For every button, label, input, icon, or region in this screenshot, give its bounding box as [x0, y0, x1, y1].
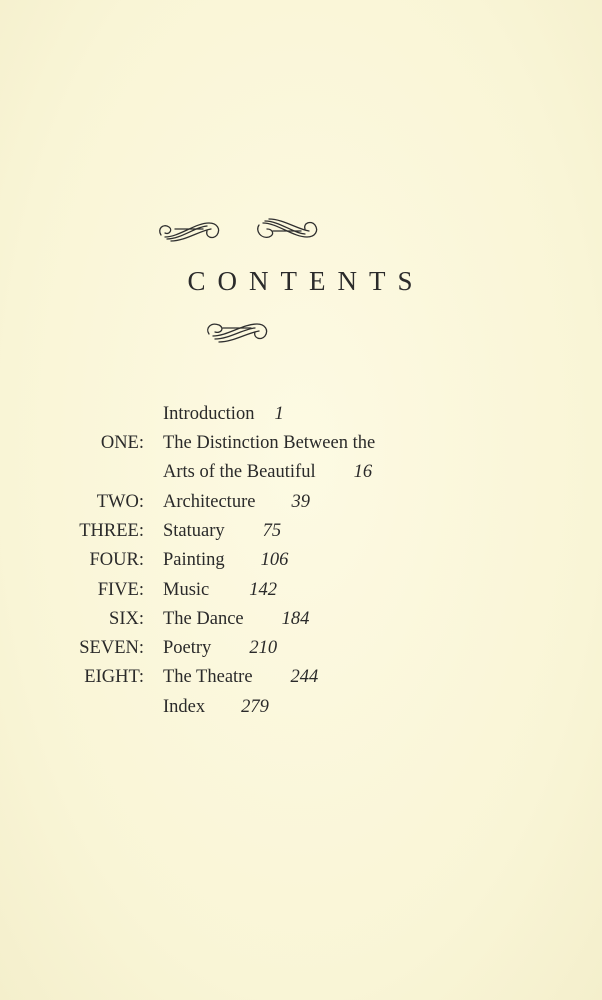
chapter-number: FIVE:	[97, 580, 144, 600]
page-number: 16	[353, 462, 373, 482]
page-title: CONTENTS	[187, 266, 425, 296]
toc-row-chapter-four	[0, 550, 602, 579]
toc-row-chapter-eight	[0, 667, 602, 696]
page-number: 106	[260, 550, 289, 570]
flourish-ornament-left	[155, 215, 225, 245]
toc-row-chapter-three	[0, 521, 602, 550]
entry-title-and-page	[163, 404, 284, 425]
chapter-number: SIX:	[109, 609, 144, 629]
entry-title-and-page	[163, 580, 277, 601]
page-number: 142	[249, 580, 277, 600]
chapter-number: ONE:	[100, 433, 144, 453]
entry-title: The Distinction Between the	[163, 433, 376, 453]
entry-title-and-page	[163, 638, 277, 659]
toc-row-chapter-two	[0, 492, 602, 521]
entry-title: Introduction	[163, 404, 255, 424]
toc-row-introduction	[0, 404, 602, 433]
toc-row-index	[0, 697, 602, 726]
page-number: 244	[290, 667, 319, 687]
entry-title-and-page	[163, 521, 281, 542]
toc-row-chapter-seven	[0, 638, 602, 667]
chapter-number: EIGHT:	[84, 667, 144, 687]
chapter-number: TWO:	[96, 492, 144, 512]
entry-title-and-page	[163, 492, 310, 513]
entry-title: The Theatre	[163, 667, 253, 687]
page-number: 39	[291, 492, 310, 512]
entry-title-and-page	[163, 609, 309, 630]
entry-title: Arts of the Beautiful	[163, 462, 316, 482]
entry-title-and-page	[163, 697, 269, 718]
chapter-number: SEVEN:	[79, 638, 144, 658]
entry-title: Poetry	[163, 638, 212, 658]
toc-row-chapter-five	[0, 580, 602, 609]
entry-title-and-page	[163, 550, 288, 571]
entry-title: Architecture	[163, 492, 256, 512]
entry-title: Index	[163, 697, 206, 717]
chapter-number: THREE:	[79, 521, 144, 541]
toc-row-chapter-one	[0, 433, 602, 462]
page-number: 184	[281, 609, 310, 629]
flourish-ornament-right	[253, 215, 323, 245]
entry-title: Statuary	[163, 521, 225, 541]
page-number: 279	[241, 697, 269, 717]
flourish-ornament-center	[203, 316, 273, 346]
entry-title: Music	[163, 580, 210, 600]
toc-row-chapter-one-continued	[0, 462, 602, 491]
page-number: 210	[249, 638, 278, 658]
page-number: 1	[274, 404, 284, 424]
entry-title: Painting	[163, 550, 225, 570]
chapter-number: FOUR:	[89, 550, 144, 570]
entry-title-and-page	[163, 462, 372, 483]
toc-row-chapter-six	[0, 609, 602, 638]
entry-title: The Dance	[163, 609, 244, 629]
page-number: 75	[262, 521, 282, 541]
entry-title-and-page	[163, 667, 318, 688]
